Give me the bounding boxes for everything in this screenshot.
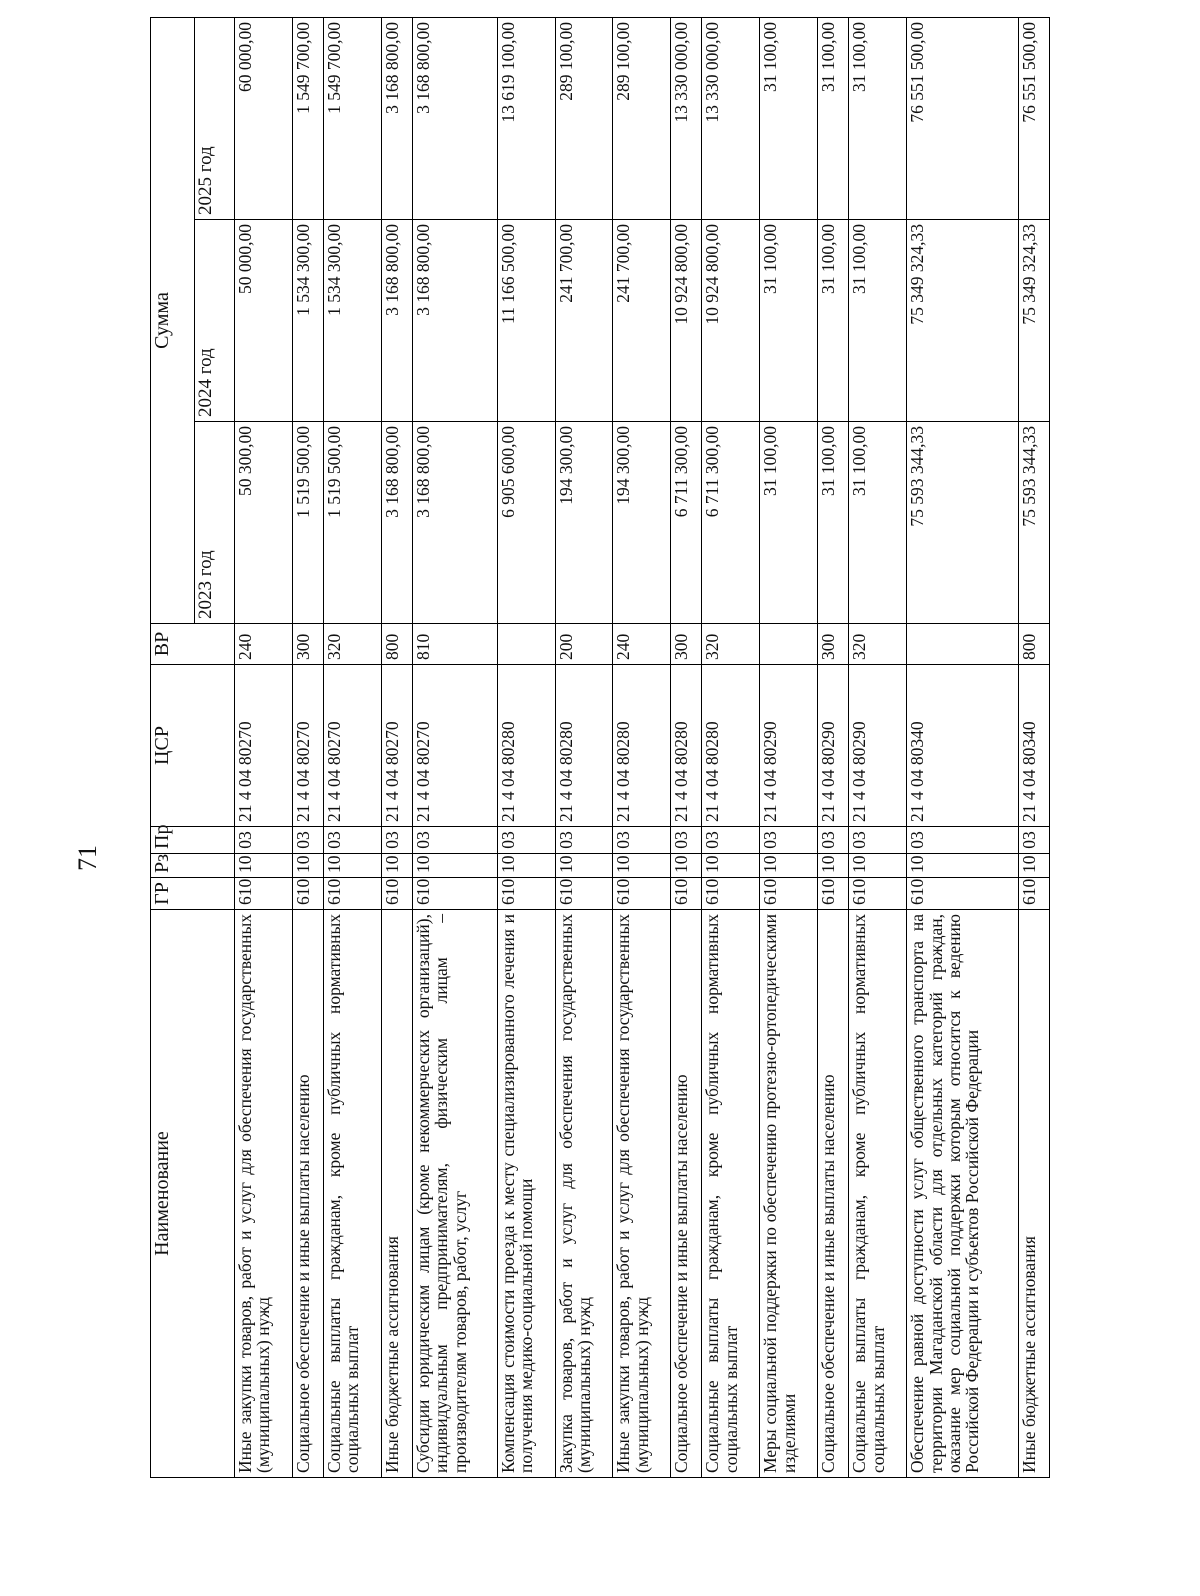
row-rz: 10 [613,854,671,878]
row-name: Закупка товаров, работ и услуг для обеспечения государственных (муниципальных) нужд [555,910,613,1478]
row-gr: 610 [497,878,555,910]
header-year-2024: 2024 год [195,220,235,422]
row-csr: 21 4 04 80280 [555,665,613,827]
row-amount-2024: 75 349 324,33 [1018,220,1049,422]
row-vr: 300 [292,624,323,665]
row-amount-2023: 75 593 344,33 [1018,422,1049,624]
header-sum: Сумма [151,17,195,623]
row-amount-2024: 241 700,00 [555,220,613,422]
header-row-1 [151,17,195,1477]
row-name: Субсидии юридическим лицам (кроме некоммерческих организаций), индивидуальным предпринимателям, физическим лицам – производителям товаров, работ, услуг [413,910,498,1478]
table-row [324,17,382,1477]
header-name: Наименование [151,910,235,1478]
row-rz: 10 [413,854,498,878]
rotated-table-wrapper [150,18,1050,1478]
header-vr: ВР [151,624,235,665]
row-gr: 610 [324,878,382,910]
row-amount-2025: 60 000,00 [235,17,293,219]
row-pr: 03 [1018,827,1049,854]
budget-table [150,17,1050,1478]
row-gr: 610 [235,878,293,910]
row-vr [907,624,1018,665]
row-amount-2023: 6 711 300,00 [702,422,760,624]
row-pr: 03 [324,827,382,854]
table-row [292,17,323,1477]
row-rz: 10 [849,854,907,878]
header-pr: Пр [151,827,235,854]
row-csr: 21 4 04 80280 [702,665,760,827]
row-rz: 10 [324,854,382,878]
row-pr: 03 [671,827,702,854]
row-rz: 10 [671,854,702,878]
row-rz: 10 [818,854,849,878]
row-amount-2025: 31 100,00 [760,17,818,219]
row-vr: 300 [671,624,702,665]
row-amount-2025: 76 551 500,00 [1018,17,1049,219]
table-row [760,17,818,1477]
row-csr: 21 4 04 80280 [613,665,671,827]
row-csr: 21 4 04 80290 [760,665,818,827]
row-amount-2025: 31 100,00 [818,17,849,219]
row-amount-2023: 31 100,00 [818,422,849,624]
table-row [235,17,293,1477]
row-csr: 21 4 04 80340 [907,665,1018,827]
row-name: Социальные выплаты гражданам, кроме публичных нормативных социальных выплат [324,910,382,1478]
row-amount-2023: 31 100,00 [760,422,818,624]
row-amount-2024: 3 168 800,00 [413,220,498,422]
row-amount-2025: 3 168 800,00 [381,17,412,219]
row-pr: 03 [235,827,293,854]
row-csr: 21 4 04 80270 [235,665,293,827]
row-amount-2024: 241 700,00 [613,220,671,422]
row-pr: 03 [555,827,613,854]
row-pr: 03 [702,827,760,854]
row-vr: 320 [849,624,907,665]
row-rz: 10 [555,854,613,878]
table-row [849,17,907,1477]
row-name: Иные закупки товаров, работ и услуг для обеспечения государственных (муниципальных) нужд [235,910,293,1478]
table-row [413,17,498,1477]
row-name: Меры социальной поддержки по обеспечению протезно-ортопедическими изделиями [760,910,818,1478]
row-amount-2024: 31 100,00 [760,220,818,422]
row-rz: 10 [497,854,555,878]
row-pr: 03 [292,827,323,854]
row-rz: 10 [1018,854,1049,878]
row-gr: 610 [702,878,760,910]
row-csr: 21 4 04 80340 [1018,665,1049,827]
row-csr: 21 4 04 80290 [849,665,907,827]
row-amount-2024: 10 924 800,00 [671,220,702,422]
row-vr: 200 [555,624,613,665]
row-gr: 610 [613,878,671,910]
row-gr: 610 [1018,878,1049,910]
table-row [671,17,702,1477]
row-amount-2024: 31 100,00 [849,220,907,422]
row-csr: 21 4 04 80270 [324,665,382,827]
row-csr: 21 4 04 80280 [671,665,702,827]
row-name: Социальные выплаты гражданам, кроме публичных нормативных социальных выплат [702,910,760,1478]
row-pr: 03 [760,827,818,854]
row-amount-2025: 13 330 000,00 [671,17,702,219]
row-vr: 320 [324,624,382,665]
row-amount-2025: 1 549 700,00 [292,17,323,219]
row-rz: 10 [907,854,1018,878]
row-name: Социальное обеспечение и иные выплаты населению [818,910,849,1478]
row-pr: 03 [818,827,849,854]
row-amount-2023: 1 519 500,00 [292,422,323,624]
row-gr: 610 [907,878,1018,910]
row-amount-2024: 10 924 800,00 [702,220,760,422]
row-amount-2025: 1 549 700,00 [324,17,382,219]
row-pr: 03 [413,827,498,854]
row-amount-2025: 13 619 100,00 [497,17,555,219]
row-name: Иные закупки товаров, работ и услуг для обеспечения государственных (муниципальных) нужд [613,910,671,1478]
page-number: 71 [73,845,102,871]
row-amount-2025: 289 100,00 [613,17,671,219]
row-amount-2025: 289 100,00 [555,17,613,219]
table-row [613,17,671,1477]
header-year-2023: 2023 год [195,422,235,624]
table-row [381,17,412,1477]
row-gr: 610 [413,878,498,910]
row-rz: 10 [760,854,818,878]
row-vr: 320 [702,624,760,665]
row-rz: 10 [381,854,412,878]
row-vr: 800 [1018,624,1049,665]
row-vr [760,624,818,665]
row-amount-2024: 3 168 800,00 [381,220,412,422]
row-name: Иные бюджетные ассигнования [1018,910,1049,1478]
row-gr: 610 [760,878,818,910]
row-name: Компенсация стоимости проезда к месту специализированного лечения и получения медико-социальной помощи [497,910,555,1478]
row-amount-2025: 3 168 800,00 [413,17,498,219]
row-amount-2023: 75 593 344,33 [907,422,1018,624]
table-row [907,17,1018,1477]
row-csr: 21 4 04 80280 [497,665,555,827]
table-body [235,17,1050,1477]
row-gr: 610 [671,878,702,910]
row-pr: 03 [381,827,412,854]
row-gr: 610 [292,878,323,910]
row-vr [497,624,555,665]
row-amount-2025: 31 100,00 [849,17,907,219]
row-csr: 21 4 04 80270 [413,665,498,827]
row-csr: 21 4 04 80290 [818,665,849,827]
row-amount-2024: 11 166 500,00 [497,220,555,422]
row-amount-2024: 1 534 300,00 [292,220,323,422]
row-vr: 800 [381,624,412,665]
header-year-2025: 2025 год [195,17,235,219]
row-amount-2023: 194 300,00 [613,422,671,624]
row-vr: 240 [235,624,293,665]
header-rz: Рз [151,854,235,878]
row-gr: 610 [381,878,412,910]
row-gr: 610 [818,878,849,910]
header-csr: ЦСР [151,665,235,827]
row-rz: 10 [702,854,760,878]
row-amount-2023: 3 168 800,00 [413,422,498,624]
row-name: Социальное обеспечение и иные выплаты населению [671,910,702,1478]
table-row [818,17,849,1477]
row-amount-2025: 76 551 500,00 [907,17,1018,219]
row-rz: 10 [235,854,293,878]
row-amount-2023: 3 168 800,00 [381,422,412,624]
row-amount-2023: 50 300,00 [235,422,293,624]
row-vr: 810 [413,624,498,665]
table-row [702,17,760,1477]
table-row [555,17,613,1477]
row-name: Обеспечение равной доступности услуг общественного транспорта на территории Магаданской области для отдельных категорий граждан, оказание мер социальной поддержки которым относится к ведению Российской Федерации и субъектов Российской Федерации [907,910,1018,1478]
row-amount-2024: 31 100,00 [818,220,849,422]
row-vr: 240 [613,624,671,665]
row-amount-2023: 6 711 300,00 [671,422,702,624]
row-vr: 300 [818,624,849,665]
row-gr: 610 [555,878,613,910]
row-pr: 03 [497,827,555,854]
row-name: Социальные выплаты гражданам, кроме публичных нормативных социальных выплат [849,910,907,1478]
row-amount-2023: 31 100,00 [849,422,907,624]
row-pr: 03 [849,827,907,854]
row-amount-2024: 75 349 324,33 [907,220,1018,422]
row-name: Социальное обеспечение и иные выплаты населению [292,910,323,1478]
row-csr: 21 4 04 80270 [292,665,323,827]
row-amount-2024: 1 534 300,00 [324,220,382,422]
row-pr: 03 [613,827,671,854]
row-gr: 610 [849,878,907,910]
row-amount-2023: 194 300,00 [555,422,613,624]
row-amount-2023: 6 905 600,00 [497,422,555,624]
row-amount-2025: 13 330 000,00 [702,17,760,219]
table-row [497,17,555,1477]
table-row [1018,17,1049,1477]
row-name: Иные бюджетные ассигнования [381,910,412,1478]
row-amount-2023: 1 519 500,00 [324,422,382,624]
row-csr: 21 4 04 80270 [381,665,412,827]
header-gr: ГР [151,878,235,910]
row-pr: 03 [907,827,1018,854]
row-amount-2024: 50 000,00 [235,220,293,422]
row-rz: 10 [292,854,323,878]
